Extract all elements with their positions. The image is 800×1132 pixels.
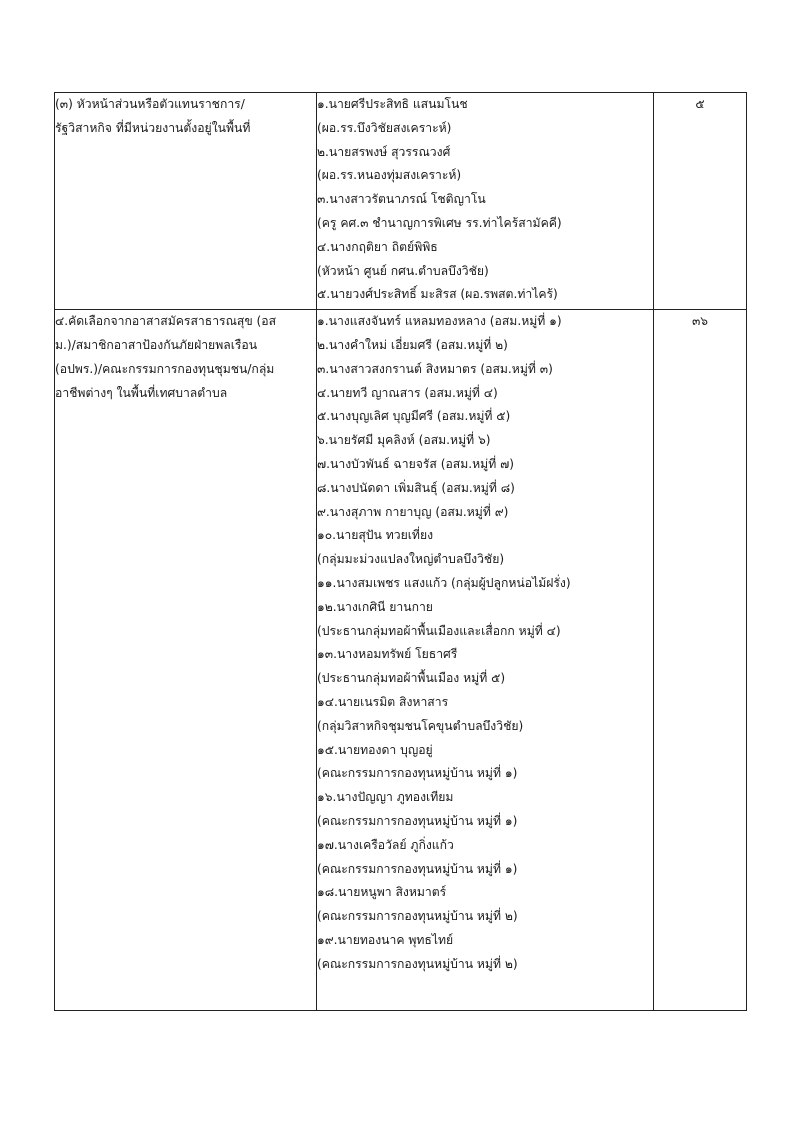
category-line: (อปพร.)/คณะกรรมการกองทุนชุมชน/กลุ่ม [55, 361, 275, 376]
category-line: รัฐวิสาหกิจ ที่มีหน่วยงานตั้งอยู่ในพื้นที่ [55, 120, 251, 135]
category-line: ม.)/สมาชิกอาสาป้องกันภัยฝ่ายพลเรือน [55, 337, 258, 352]
member-line: (หัวหน้า ศูนย์ กศน.ตำบลบึงวิชัย) [317, 263, 489, 278]
member-line: (ผอ.รร.บึงวิชัยสงเคราะห์) [317, 120, 452, 135]
member-line: (คณะกรรมการกองทุนหมู่บ้าน หมู่ที่ ๒) [317, 909, 518, 924]
member-line: ๗.นางบัวพันธ์ ฉายจรัส (อสม.หมู่ที่ ๗) [317, 456, 515, 471]
member-line: (ครู คศ.๓ ชำนาญการพิเศษ รร.ท่าไคร้สามัคคี) [317, 215, 562, 230]
member-line: (กลุ่มวิสาหกิจชุมชนโคขุนตำบลบึงวิชัย) [317, 718, 524, 733]
member-count: ๕ [695, 97, 705, 111]
member-line: ๑๐.นายสุปัน ทวยเที่ยง [317, 528, 434, 543]
member-line: (คณะกรรมการกองทุนหมู่บ้าน หมู่ที่ ๑) [317, 766, 518, 781]
member-line: ๑.นางแสงจันทร์ แหลมทองหลาง (อสม.หมู่ที่ ๑) [317, 314, 562, 329]
category-line: (๓) หัวหน้าส่วนหรือตัวแทนราชการ/ [55, 97, 245, 111]
member-line: ๒.นางคำใหม่ เอี่ยมศรี (อสม.หมู่ที่ ๒) [317, 337, 508, 352]
member-count: ๓๖ [691, 314, 709, 329]
member-line: (ประธานกลุ่มทอผ้าพื้นเมืองและเสื่อกก หมู่ที่ ๔) [317, 623, 561, 638]
count-cell [654, 310, 747, 1011]
member-line: ๑๘.นายหนูพา สิงหมาตร์ [317, 885, 447, 900]
committee-table [54, 92, 747, 1011]
member-line: (กลุ่มมะม่วงแปลงใหญ่ตำบลบึงวิชัย) [317, 552, 505, 567]
table-row [55, 310, 747, 1011]
member-line: ๑๔.นายเนรมิต สิงหาสาร [317, 694, 449, 709]
member-line: ๓.นางสาวรัตนาภรณ์ โชติญาโน [317, 192, 486, 207]
category-cell [55, 310, 317, 1011]
members-cell [317, 310, 654, 1011]
category-line: อาชีพต่างๆ ในพื้นที่เทศบาลตำบล [55, 385, 228, 400]
member-line: ๕.นางบุญเลิศ บุญมีศรี (อสม.หมู่ที่ ๕) [317, 409, 511, 424]
member-line: ๓.นางสาวสงกรานต์ สิงหมาตร (อสม.หมู่ที่ ๓) [317, 361, 553, 376]
member-line: ๔.นายทวี ญาณสาร (อสม.หมู่ที่ ๔) [317, 385, 498, 400]
member-line: ๑๖.นางปัญญา ภูทองเทียม [317, 790, 454, 805]
member-line: ๑๑.นางสมเพชร แสงแก้ว (กลุ่มผู้ปลูกหน่อไม้ฝรั่ง) [317, 575, 571, 590]
member-line: (ประธานกลุ่มทอผ้าพื้นเมือง หมู่ที่ ๕) [317, 671, 506, 686]
member-line: ๔.นางกฤติยา ถิตย์พิพิธ [317, 239, 438, 254]
member-line: ๑๓.นางหอมทรัพย์ โยธาศรี [317, 647, 458, 662]
member-line: ๙.นางสุภาพ กายาบุญ (อสม.หมู่ที่ ๙) [317, 504, 509, 519]
member-line: ๑๙.นายทองนาค พุทธไทย์ [317, 932, 454, 947]
member-line: ๕.นายวงศ์ประสิทธิ์ มะสิรส (ผอ.รพสต.ท่าไคร้) [317, 287, 558, 302]
member-line: ๘.นางปนัดดา เพิ่มสินธุ์ (อสม.หมู่ที่ ๘) [317, 480, 515, 495]
member-line: (คณะกรรมการกองทุนหมู่บ้าน หมู่ที่ ๑) [317, 861, 518, 876]
category-cell [55, 93, 317, 310]
table-row [55, 93, 747, 310]
member-line: (ผอ.รร.หนองทุ่มสงเคราะห์) [317, 168, 462, 183]
member-line: (คณะกรรมการกองทุนหมู่บ้าน หมู่ที่ ๑) [317, 813, 518, 828]
member-line: ๑.นายศรีประสิทธิ แสนมโนช [317, 97, 468, 111]
member-line: ๖.นายรัศมี มุคลิงห์ (อสม.หมู่ที่ ๖) [317, 433, 491, 448]
member-line: ๒.นายสรพงษ์ สุวรรณวงศ์ [317, 144, 451, 159]
member-line: (คณะกรรมการกองทุนหมู่บ้าน หมู่ที่ ๒) [317, 956, 518, 971]
count-cell [654, 93, 747, 310]
member-line: ๑๕.นายทองดา บุญอยู่ [317, 742, 433, 757]
category-line: ๔.คัดเลือกจากอาสาสมัครสาธารณสุข (อส [55, 314, 277, 329]
member-line: ๑๗.นางเครือวัลย์ ภูกิ่งแก้ว [317, 837, 454, 852]
member-line: ๑๒.นางเกศินี ยานกาย [317, 599, 433, 614]
members-cell [317, 93, 654, 310]
